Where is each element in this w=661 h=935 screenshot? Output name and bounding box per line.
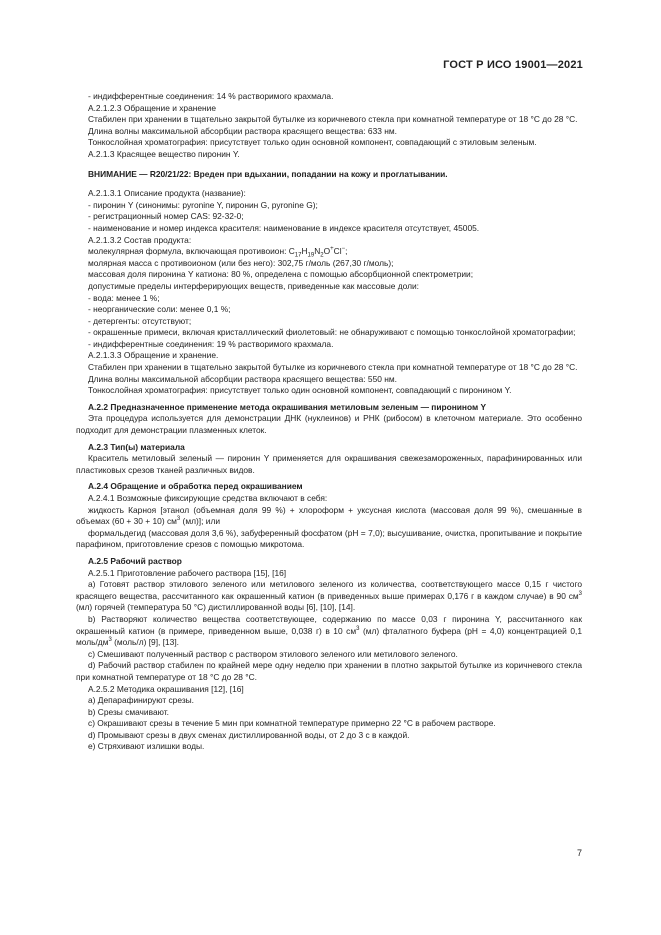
- section-heading: A.2.4 Обращение и обработка перед окрашиванием: [88, 481, 303, 492]
- section-heading: A.2.2 Предназначенное применение метода окрашивания метиловым зеленым — пиронином Y: [88, 401, 487, 412]
- paragraph: допустимые пределы интерферирующих веществ, приведенные как массовые доли:: [88, 280, 419, 291]
- paragraph: A.2.1.3 Красящее вещество пиронин Y.: [88, 148, 240, 159]
- page-number: 7: [576, 848, 582, 858]
- list-item: - неорганические соли: менее 0,1 %;: [88, 304, 231, 315]
- list-item: e) Стряхивают излишки воды.: [88, 741, 205, 752]
- list-item: - пиронин Y (синонимы: pyronine Y, пиронин G, pyronine G);: [88, 199, 318, 210]
- document-body: [76, 91, 582, 753]
- list-item: - окрашенные примеси, включая кристаллический фиолетовый: не обнаруживают с помощью тонкослойной хроматографии;: [88, 327, 576, 338]
- paragraph: Краситель метиловый зеленый — пиронин Y применяется для окрашивания свежезамороженных, парафинированных или пластиковых срезов тканей различных видов.: [76, 453, 582, 475]
- molecular-formula: молекулярная формула, включающая противоион: $C_{17}H_{19}N_2O^+Cl^-$;: [88, 246, 348, 259]
- list-item: d) Промывают срезы в двух сменах дистиллированной воды, от 2 до 3 с в каждой.: [88, 729, 410, 740]
- section-heading: A.2.3 Тип(ы) материала: [88, 441, 185, 452]
- paragraph: A.2.1.2.3 Обращение и хранение: [88, 102, 216, 113]
- list-item: a) Готовят раствор этилового зеленого или метилового зеленого из количества, соответствующего массе 0,15 г чистого красящего вещества, рассчитанного как окрашенный катион (в приведенных выше примерах 0,176 г в каждом случае) в 90 $см^3$ (мл) горячей (температура 50 °С) дистиллированной воды [6], [10], [14].: [76, 579, 582, 613]
- paragraph: жидкость Карноя [этанол (объемная доля 99 %) + хлороформ + уксусная кислота (массовая доля 99 %), смешанные в объемах (60 + 30 + 10) $см^3$ (мл)]; или: [76, 504, 582, 527]
- paragraph: Стабилен при хранении в тщательно закрытой бутылке из коричневого стекла при комнатной температуре от 18 °С до 28 °С.: [88, 114, 578, 125]
- paragraph: Длина волны максимальной абсорбции раствора красящего вещества: 633 нм.: [88, 125, 397, 136]
- list-item: b) Срезы смачивают.: [88, 706, 169, 717]
- list-item: - индифферентные соединения: 19 % растворимого крахмала.: [88, 338, 334, 349]
- document-header: ГОСТ Р ИСО 19001—2021: [443, 59, 583, 71]
- paragraph: Эта процедура используется для демонстрации ДНК (нуклеинов) и РНК (рибосом) в клеточном материале. Это особенно подходит для демонстрации плазменных клеток.: [76, 413, 582, 436]
- list-item: - регистрационный номер CAS: 92-32-0;: [88, 211, 244, 222]
- paragraph: - индифферентные соединения: 14 % растворимого крахмала.: [88, 91, 334, 101]
- list-item: c) Смешивают полученный раствор с раствором этилового зеленого или метилового зеленого.: [88, 648, 458, 659]
- paragraph: A.2.1.3.1 Описание продукта (название):: [88, 188, 246, 199]
- paragraph: Тонкослойная хроматография: присутствует только один основной компонент, совпадающий с пиронином Y.: [88, 385, 512, 396]
- paragraph: A.2.5.1 Приготовление рабочего раствора [15], [16]: [88, 567, 287, 578]
- paragraph: Длина волны максимальной абсорбции раствора красящего вещества: 550 нм.: [88, 373, 397, 384]
- list-item: d) Рабочий раствор стабилен по крайней мере одну неделю при хранении в плотно закрытой бутылке из коричневого стекла при комнатной температуре от 18 °С до 28 °С.: [76, 660, 582, 682]
- paragraph: A.2.1.3.3 Обращение и хранение.: [88, 350, 219, 361]
- paragraph: Тонкослойная хроматография: присутствует только один основной компонент, совпадающий с этиловым зеленым.: [88, 137, 537, 148]
- paragraph: A.2.4.1 Возможные фиксирующие средства включают в себя:: [88, 493, 328, 503]
- paragraph: A.2.1.3.2 Состав продукта:: [88, 234, 192, 245]
- list-item: - вода: менее 1 %;: [88, 292, 160, 303]
- list-item: b) Растворяют количество вещества соответствующее, содержанию по массе 0,03 г пиронина Y, рассчитанного как окрашенный катион (в примере, приведенном выше, 0,038 г) в 10 $см^3$ (мл) фталатного буфера (рН = 4,0) концентрацией 0,1 моль/$дм^3$ (моль/л) [9], [13].: [76, 613, 582, 648]
- paragraph: формальдегид (массовая доля 3,6 %), забуференный фосфатом (рН = 7,0); высушивание, очистка, пропитывание и покрытие парафином, приготовление срезов с помощью микротома.: [76, 527, 582, 550]
- paragraph: Стабилен при хранении в тщательно закрытой бутылке из коричневого стекла при комнатной температуре от 18 °С до 28 °С.: [88, 362, 578, 373]
- paragraph: массовая доля пиронина Y катиона: 80 %, определена с помощью абсорбционной спектрометрии;: [88, 269, 474, 280]
- paragraph: молярная масса с противоионом (или без него): 302,75 г/моль (267,30 г/моль);: [88, 257, 394, 268]
- section-heading: A.2.5 Рабочий раствор: [88, 555, 182, 566]
- list-item: c) Окрашивают срезы в течение 5 мин при комнатной температуре примерно 22 °С в рабочем растворе.: [88, 718, 496, 729]
- paragraph: A.2.5.2 Методика окрашивания [12], [16]: [88, 683, 244, 694]
- warning-notice: ВНИМАНИЕ — R20/21/22: Вреден при вдыхании, попадании на кожу и проглатывании.: [88, 168, 448, 179]
- list-item: a) Депарафинируют срезы.: [88, 695, 194, 706]
- list-item: - наименование и номер индекса красителя: наименование в индексе красителя отсутствует, 45005.: [88, 222, 480, 233]
- list-item: - детергенты: отсутствуют;: [88, 315, 192, 326]
